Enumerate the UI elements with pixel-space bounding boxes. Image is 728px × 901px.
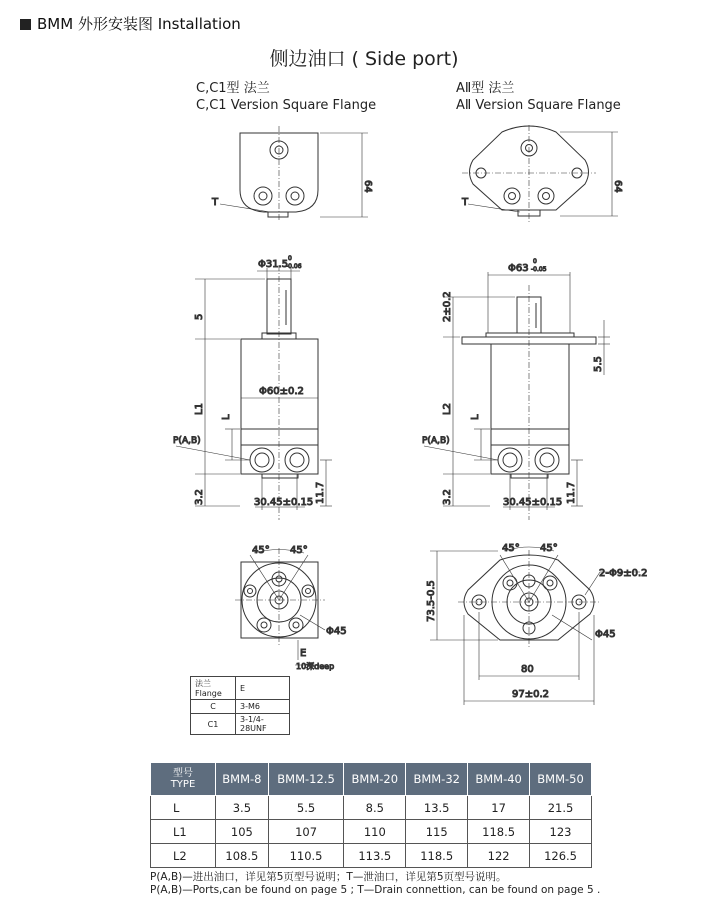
spec-cell: 123: [530, 820, 592, 844]
left-angle-a: 45°: [252, 545, 270, 556]
left-label-pab: P(A,B): [173, 436, 201, 446]
right-dim-shaft-tol-top: 0: [533, 258, 537, 265]
spec-row-label: L1: [151, 820, 216, 844]
left-label-e: E: [300, 648, 307, 659]
type-en: TYPE: [170, 779, 196, 790]
right-label-t: T: [462, 197, 469, 208]
left-dim-64: 64: [362, 180, 373, 193]
spec-cell: 21.5: [530, 796, 592, 820]
left-label-t: T: [212, 197, 219, 208]
left-label-deep: 10深deep: [296, 662, 335, 671]
left-dim-30-45: 30.45±0.15: [254, 497, 314, 508]
right-version-title-en: AⅡ Version Square Flange: [456, 98, 621, 113]
right-dim-3-2: 3.2: [442, 489, 453, 505]
spec-column-header: BMM-40: [468, 763, 530, 796]
left-dim-11-7: 11.7: [315, 481, 326, 504]
spec-table-header-row: [151, 763, 592, 796]
spec-table-row: [151, 844, 592, 868]
right-angle-b: 45°: [540, 543, 558, 554]
section-header-text: BMM 外形安装图 Installation: [37, 15, 241, 33]
left-dim-45: Φ45: [326, 626, 347, 637]
note-cn: P(A,B)—进出油口，详见第5页型号说明；T—泄油口，详见第5页型号说明。: [150, 871, 507, 883]
right-dim-11-7: 11.7: [566, 481, 577, 504]
spec-cell: 118.5: [406, 844, 468, 868]
spec-table-row: [151, 820, 592, 844]
flange-table-header-row: [191, 677, 290, 700]
type-cn: 型号: [173, 768, 193, 779]
flange-table: [190, 676, 290, 735]
left-flange-top-view: [220, 126, 368, 222]
spec-column-header: BMM-12.5: [268, 763, 344, 796]
flange-table-cell: C1: [191, 714, 236, 735]
left-dim-shaft: Φ31.5: [258, 259, 289, 270]
spec-row-label: L: [151, 796, 216, 820]
spec-cell: 105: [216, 820, 269, 844]
note-en: P(A,B)—Ports,can be found on page 5 ; T—Drain connettion, can be found on page 5 .: [150, 884, 601, 896]
flange-table-header-cell: E: [236, 677, 290, 700]
left-dim-shaft-tol-top: 0: [288, 255, 292, 262]
spec-cell: 126.5: [530, 844, 592, 868]
flange-table-cell: 3-1/4-28UNF: [236, 714, 290, 735]
spec-table: [150, 762, 592, 868]
spec-row-label: L2: [151, 844, 216, 868]
flange-table-row: [191, 714, 290, 735]
right-dim-shaft-tol-bot: -0.05: [531, 266, 547, 273]
left-bottom-view: [235, 548, 325, 665]
left-dim-3-2: 3.2: [194, 489, 205, 505]
left-dim-shaft-tol-bot: -0.06: [286, 263, 302, 270]
right-dim-80: 80: [521, 664, 534, 675]
right-dim-30-45: 30.45±0.15: [503, 497, 563, 508]
spec-cell: 17: [468, 796, 530, 820]
spec-cell: 8.5: [344, 796, 406, 820]
flange-table-header-cell: 法兰Flange: [191, 677, 236, 700]
spec-cell: 13.5: [406, 796, 468, 820]
flange-table-cell: C: [191, 700, 236, 714]
spec-cell: 107: [268, 820, 344, 844]
right-dim-5-5: 5.5: [593, 356, 604, 372]
right-dim-64: 64: [612, 180, 623, 193]
left-dim-body: Φ60±0.2: [259, 386, 304, 397]
right-dim-73-5: 73.5-0.5: [426, 580, 437, 622]
right-dim-2-0-2: 2±0.2: [442, 291, 453, 322]
spec-column-header: BMM-8: [216, 763, 269, 796]
spec-cell: 118.5: [468, 820, 530, 844]
right-label-l2: L2: [442, 403, 453, 415]
spec-cell: 108.5: [216, 844, 269, 868]
left-angle-b: 45°: [290, 545, 308, 556]
spec-cell: 5.5: [268, 796, 344, 820]
right-label-l: L: [470, 414, 481, 420]
flange-table-cell: 3-M6: [236, 700, 290, 714]
right-dim-shaft: Φ63: [508, 263, 529, 274]
left-dim-5: 5: [194, 313, 205, 320]
spec-cell: 3.5: [216, 796, 269, 820]
right-angle-a: 45°: [502, 543, 520, 554]
left-version-title-cn: C,C1型 法兰: [196, 81, 270, 96]
left-side-view: [176, 265, 332, 520]
spec-table-type-header: [151, 763, 216, 796]
right-version-title-cn: AⅡ型 法兰: [456, 81, 515, 96]
spec-cell: 110.5: [268, 844, 344, 868]
spec-table-row: [151, 796, 592, 820]
main-title: 侧边油口 ( Side port): [269, 48, 459, 70]
flange-table-row: [191, 700, 290, 714]
right-dim-holes: 2-Φ9±0.2: [599, 568, 648, 579]
left-label-l1: L1: [194, 403, 205, 415]
right-dim-45: Φ45: [595, 629, 616, 640]
right-label-pab: P(A,B): [422, 436, 450, 446]
spec-column-header: BMM-20: [344, 763, 406, 796]
spec-cell: 113.5: [344, 844, 406, 868]
spec-column-header: BMM-32: [406, 763, 468, 796]
spec-cell: 115: [406, 820, 468, 844]
spec-column-header: BMM-50: [530, 763, 592, 796]
spec-cell: 122: [468, 844, 530, 868]
right-flange-top-view: [462, 125, 618, 222]
left-version-title-en: C,C1 Version Square Flange: [196, 98, 377, 113]
left-label-l: L: [221, 414, 232, 420]
spec-cell: 110: [344, 820, 406, 844]
right-dim-97: 97±0.2: [512, 689, 550, 700]
